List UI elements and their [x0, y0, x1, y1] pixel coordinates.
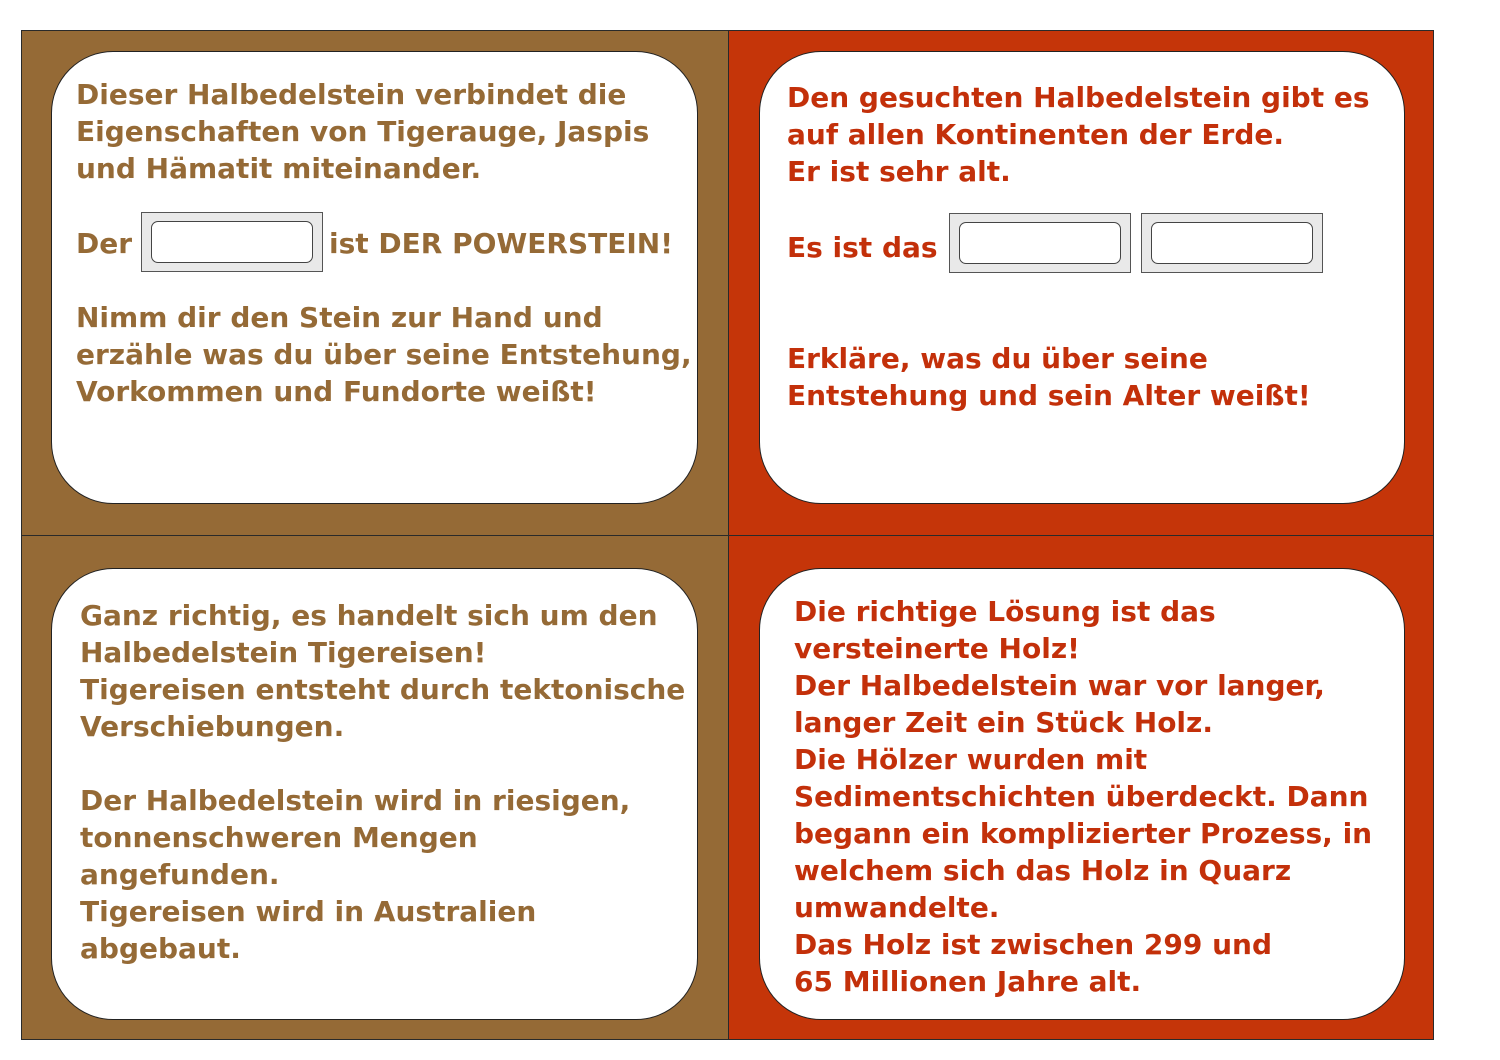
text-line: abgebaut. [80, 932, 241, 965]
card-task-text [76, 299, 692, 410]
text-line: umwandelte. [794, 891, 1000, 924]
text-line: Tigereisen entsteht durch tektonische [80, 673, 686, 706]
text-line: welchem sich das Holz in Quarz [794, 854, 1292, 887]
quadrant-top-left [21, 30, 729, 536]
text-line: Der Halbedelstein war vor langer, [794, 669, 1325, 702]
quadrant-bottom-left [21, 535, 729, 1040]
text-line: erzähle was du über seine Entstehung, [76, 338, 692, 371]
text-line: Dieser Halbedelstein verbindet die [76, 78, 627, 111]
answer-blank[interactable] [141, 212, 323, 272]
quadrant-bottom-right [728, 535, 1434, 1040]
card-intro-text [787, 79, 1370, 190]
question-card-tigereisen [51, 51, 698, 504]
text-line: Der Halbedelstein wird in riesigen, [80, 784, 631, 817]
text-line: Halbedelstein Tigereisen! [80, 636, 487, 669]
text-line: Vorkommen und Fundorte weißt! [76, 375, 597, 408]
text-line: Erkläre, was du über seine [787, 342, 1208, 375]
text-line: versteinerte Holz! [794, 632, 1080, 665]
text-line: tonnenschweren Mengen [80, 821, 478, 854]
answer-card-versteinertes-holz [759, 568, 1405, 1020]
text-line: Nimm dir den Stein zur Hand und [76, 301, 603, 334]
quadrant-top-right [728, 30, 1434, 536]
text-line: und Hämatit miteinander. [76, 152, 482, 185]
blank-prefix-label: Es ist das [787, 231, 938, 264]
answer-blank-field[interactable] [959, 222, 1121, 264]
text-line: angefunden. [80, 858, 280, 891]
answer-text [794, 593, 1372, 1000]
text-line: Den gesuchten Halbedelstein gibt es [787, 81, 1370, 114]
text-line: Entstehung und sein Alter weißt! [787, 379, 1311, 412]
text-line: Er ist sehr alt. [787, 155, 1011, 188]
answer-card-tigereisen [51, 568, 698, 1020]
answer-text-2 [80, 782, 630, 967]
answer-blank-1[interactable] [949, 213, 1131, 273]
answer-blank-2[interactable] [1141, 213, 1323, 273]
blank-prefix-label: Der [76, 227, 133, 260]
text-line: 65 Millionen Jahre alt. [794, 965, 1142, 998]
text-line: Sedimentschichten überdeckt. Dann [794, 780, 1369, 813]
text-line: Verschiebungen. [80, 710, 345, 743]
blank-suffix-label: ist DER POWERSTEIN! [329, 227, 673, 260]
text-line: langer Zeit ein Stück Holz. [794, 706, 1213, 739]
answer-blank-field[interactable] [151, 221, 313, 263]
text-line: begann ein komplizierter Prozess, in [794, 817, 1373, 850]
text-line: Eigenschaften von Tigerauge, Jaspis [76, 115, 650, 148]
text-line: Die richtige Lösung ist das [794, 595, 1216, 628]
text-line: Die Hölzer wurden mit [794, 743, 1148, 776]
text-line: Ganz richtig, es handelt sich um den [80, 599, 658, 632]
card-task-text [787, 340, 1311, 414]
answer-text-1 [80, 597, 685, 745]
question-card-versteinertes-holz [759, 51, 1405, 504]
card-intro-text [76, 76, 649, 187]
text-line: Tigereisen wird in Australien [80, 895, 537, 928]
answer-blank-field[interactable] [1151, 222, 1313, 264]
text-line: Das Holz ist zwischen 299 und [794, 928, 1272, 961]
text-line: auf allen Kontinenten der Erde. [787, 118, 1284, 151]
